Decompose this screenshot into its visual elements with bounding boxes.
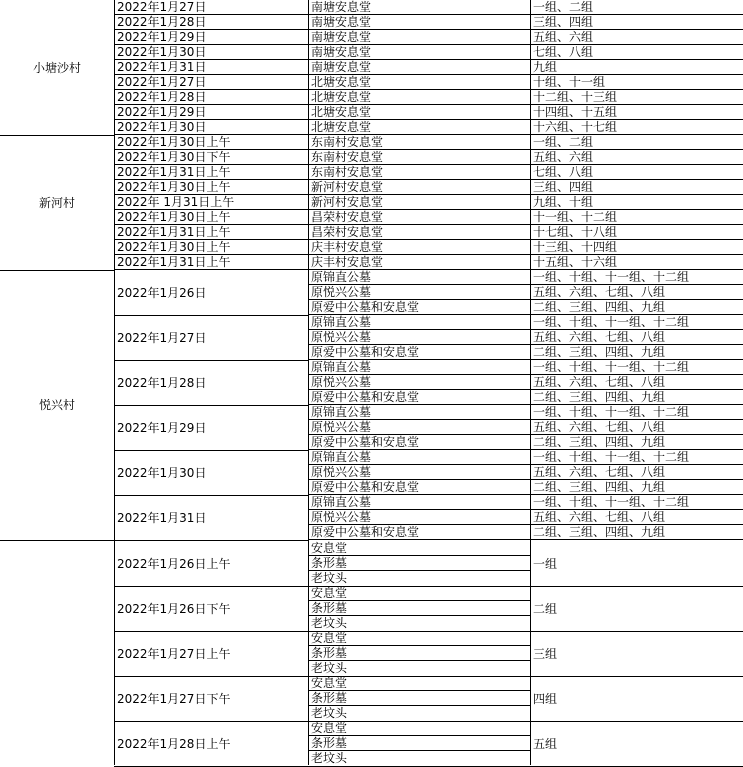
date-cell: 2022年1月30日下午 — [114, 150, 308, 165]
groups-cell: 一组、十组、十一组、十二组 — [530, 405, 743, 420]
groups-cell: 七组、八组 — [530, 45, 743, 60]
groups-cell: 十七组、十八组 — [530, 225, 743, 240]
column-divider — [114, 0, 115, 765]
place-cell: 原锦直公墓 — [308, 270, 530, 285]
place-cell: 条形墓 — [308, 646, 530, 661]
place-cell: 老坟头 — [311, 616, 348, 630]
place-cell: 安息堂 — [308, 631, 530, 646]
place-cell: 原爱中公墓和安息堂 — [308, 480, 530, 495]
place-cell: 安息堂 — [308, 586, 530, 601]
groups-cell: 九组 — [530, 60, 743, 75]
date-cell: 2022年1月31日 — [114, 60, 308, 75]
date-cell: 2022年1月30日 — [114, 45, 308, 60]
date-cell: 2022年1月30日上午 — [114, 135, 308, 150]
place-cell: 昌荣村安息堂 — [308, 210, 530, 225]
place-cell: 新河村安息堂 — [308, 180, 530, 195]
village-name: 小塘沙村 — [32, 60, 81, 75]
groups-cell: 三组、四组 — [530, 15, 743, 30]
groups-cell: 二组 — [533, 601, 558, 616]
place-cell: 原锦直公墓 — [308, 360, 530, 375]
date-cell: 2022年1月26日 — [117, 285, 207, 300]
date-cell: 2022年1月27日下午 — [117, 691, 231, 706]
place-cell: 老坟头 — [311, 661, 348, 675]
date-cell: 2022年1月28日上午 — [117, 736, 231, 751]
place-cell: 新河村安息堂 — [308, 195, 530, 210]
date-cell: 2022年 1月31日上午 — [114, 195, 308, 210]
groups-cell: 一组、十组、十一组、十二组 — [530, 315, 743, 330]
date-cell: 2022年1月30日 — [114, 120, 308, 135]
place-cell: 南塘安息堂 — [308, 15, 530, 30]
date-cell: 2022年1月29日 — [114, 105, 308, 120]
date-cell: 2022年1月27日 — [114, 75, 308, 90]
groups-cell: 五组、六组 — [530, 30, 743, 45]
place-cell: 庆丰村安息堂 — [308, 255, 530, 270]
place-cell: 老坟头 — [311, 751, 348, 765]
date-cell: 2022年1月27日 — [117, 330, 207, 345]
groups-cell: 五组 — [533, 736, 558, 751]
date-cell: 2022年1月28日 — [114, 90, 308, 105]
village-name: 新河村 — [38, 195, 75, 210]
place-cell: 庆丰村安息堂 — [308, 240, 530, 255]
date-cell: 2022年1月27日上午 — [117, 646, 231, 661]
groups-cell: 一组、二组 — [530, 0, 743, 15]
date-cell: 2022年1月31日上午 — [114, 225, 308, 240]
place-cell: 原悦兴公墓 — [308, 330, 530, 345]
place-cell: 安息堂 — [308, 676, 530, 691]
date-cell: 2022年1月26日下午 — [117, 601, 231, 616]
date-cell: 2022年1月30日上午 — [114, 240, 308, 255]
village-name: 悦兴村 — [38, 398, 75, 412]
groups-cell: 七组、八组 — [530, 165, 743, 180]
place-cell: 条形墓 — [308, 691, 530, 706]
place-cell: 原爱中公墓和安息堂 — [308, 300, 530, 315]
groups-cell: 一组、十组、十一组、十二组 — [530, 360, 743, 375]
groups-cell: 二组、三组、四组、九组 — [530, 345, 743, 360]
column-divider — [308, 0, 309, 765]
place-cell: 安息堂 — [308, 721, 530, 736]
groups-cell: 五组、六组、七组、八组 — [530, 375, 743, 390]
place-cell: 东南村安息堂 — [308, 135, 530, 150]
groups-cell: 四组 — [533, 691, 558, 706]
place-cell: 原锦直公墓 — [308, 450, 530, 465]
place-cell: 原爱中公墓和安息堂 — [308, 345, 530, 360]
groups-cell: 三组、四组 — [530, 180, 743, 195]
place-cell: 南塘安息堂 — [308, 60, 530, 75]
place-cell: 原爱中公墓和安息堂 — [308, 435, 530, 450]
place-cell: 南塘安息堂 — [308, 45, 530, 60]
column-divider — [530, 0, 531, 765]
groups-cell: 十六组、十七组 — [530, 120, 743, 135]
date-cell: 2022年1月30日上午 — [114, 210, 308, 225]
groups-cell: 十一组、十二组 — [530, 210, 743, 225]
date-cell: 2022年1月30日上午 — [114, 180, 308, 195]
groups-cell: 五组、六组、七组、八组 — [530, 465, 743, 480]
groups-cell: 五组、六组、七组、八组 — [530, 510, 743, 525]
place-cell: 条形墓 — [308, 601, 530, 616]
place-cell: 南塘安息堂 — [308, 30, 530, 45]
groups-cell: 一组、二组 — [530, 135, 743, 150]
place-cell: 原锦直公墓 — [308, 495, 530, 510]
groups-cell: 十五组、十六组 — [530, 255, 743, 270]
place-cell: 南塘安息堂 — [308, 0, 530, 15]
groups-cell: 一组、十组、十一组、十二组 — [530, 270, 743, 285]
place-cell: 东南村安息堂 — [308, 150, 530, 165]
date-cell: 2022年1月29日 — [114, 30, 308, 45]
groups-cell: 一组、十组、十一组、十二组 — [530, 495, 743, 510]
groups-cell: 一组、十组、十一组、十二组 — [530, 450, 743, 465]
date-cell: 2022年1月31日 — [117, 510, 207, 525]
groups-cell: 九组、十组 — [530, 195, 743, 210]
groups-cell: 三组 — [533, 646, 558, 661]
groups-cell: 一组 — [533, 556, 558, 571]
groups-cell: 十四组、十五组 — [530, 105, 743, 120]
date-cell: 2022年1月31日上午 — [114, 165, 308, 180]
place-cell: 原爱中公墓和安息堂 — [308, 390, 530, 405]
place-cell: 原爱中公墓和安息堂 — [308, 525, 530, 540]
place-cell: 条形墓 — [308, 736, 530, 751]
groups-cell: 二组、三组、四组、九组 — [530, 300, 743, 315]
date-cell: 2022年1月31日上午 — [114, 255, 308, 270]
groups-cell: 二组、三组、四组、九组 — [530, 390, 743, 405]
groups-cell: 五组、六组、七组、八组 — [530, 330, 743, 345]
place-cell: 原悦兴公墓 — [308, 285, 530, 300]
groups-cell: 二组、三组、四组、九组 — [530, 525, 743, 540]
place-cell: 老坟头 — [311, 571, 348, 585]
date-cell: 2022年1月27日 — [114, 0, 308, 15]
date-cell: 2022年1月28日 — [114, 15, 308, 30]
place-cell: 原悦兴公墓 — [308, 510, 530, 525]
groups-cell: 二组、三组、四组、九组 — [530, 480, 743, 495]
date-cell: 2022年1月26日上午 — [117, 556, 231, 571]
place-cell: 老坟头 — [311, 706, 348, 720]
place-cell: 北塘安息堂 — [308, 90, 530, 105]
place-cell: 北塘安息堂 — [308, 75, 530, 90]
groups-cell: 十组、十一组 — [530, 75, 743, 90]
date-cell: 2022年1月29日 — [117, 420, 207, 435]
place-cell: 北塘安息堂 — [308, 120, 530, 135]
groups-cell: 五组、六组 — [530, 150, 743, 165]
place-cell: 原锦直公墓 — [308, 405, 530, 420]
groups-cell: 五组、六组、七组、八组 — [530, 285, 743, 300]
groups-cell: 二组、三组、四组、九组 — [530, 435, 743, 450]
place-cell: 昌荣村安息堂 — [308, 225, 530, 240]
row-divider — [0, 540, 114, 541]
place-cell: 原悦兴公墓 — [308, 420, 530, 435]
groups-cell: 五组、六组、七组、八组 — [530, 420, 743, 435]
date-cell: 2022年1月28日 — [117, 375, 207, 390]
groups-cell: 十二组、十三组 — [530, 90, 743, 105]
groups-cell: 十三组、十四组 — [530, 240, 743, 255]
place-cell: 条形墓 — [308, 556, 530, 571]
place-cell: 安息堂 — [308, 541, 530, 556]
place-cell: 原锦直公墓 — [308, 315, 530, 330]
place-cell: 原悦兴公墓 — [308, 375, 530, 390]
date-cell: 2022年1月30日 — [117, 465, 207, 480]
place-cell: 北塘安息堂 — [308, 105, 530, 120]
place-cell: 原悦兴公墓 — [308, 465, 530, 480]
place-cell: 东南村安息堂 — [308, 165, 530, 180]
